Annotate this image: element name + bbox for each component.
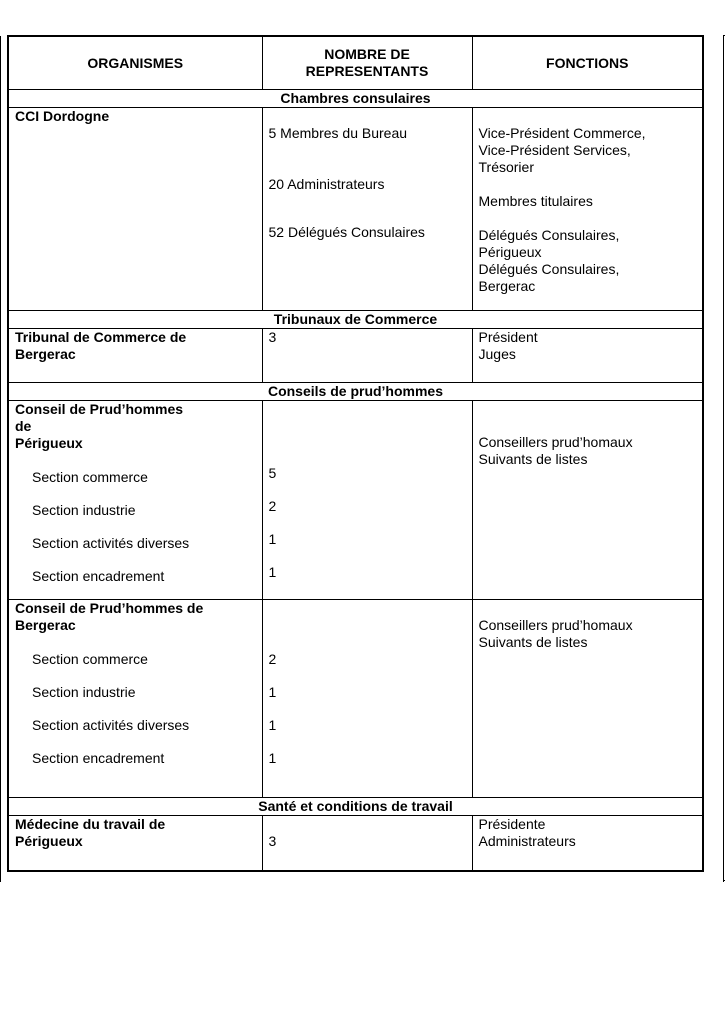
functions-cell: Président Juges [472,329,703,383]
header-fonctions: FONCTIONS [472,36,703,90]
section-row-chambres [8,90,703,108]
count-cell: 2 1 1 1 [262,600,472,798]
table-row [8,329,703,383]
organism-cell: Conseil de Prud’hommes de Bergerac Section commerce Section industrie Section activités diverses Section encadrement [8,600,262,798]
header-row [8,36,703,90]
section-title: Santé et conditions de travail [8,798,703,816]
count-cell: 5 Membres du Bureau 20 Administrateurs 52 Délégués Consulaires [262,108,472,311]
section-title: Chambres consulaires [8,90,703,108]
functions-cell: Présidente Administrateurs [472,816,703,871]
section-title: Tribunaux de Commerce [8,311,703,329]
count-cell: 5 2 1 1 [262,401,472,600]
organism-cell: CCI Dordogne [8,108,262,311]
functions-cell: Vice-Président Commerce, Vice-Président Services, Trésorier Membres titulaires Délégués Consulaires, Périgueux Délégués Consulaires, Bergerac [472,108,703,311]
functions-cell: Conseillers prud’homaux Suivants de listes [472,401,703,600]
page-edge-right [723,36,724,882]
section-row-tribunaux [8,311,703,329]
section-title: Conseils de prud’hommes [8,383,703,401]
page-edge-left [0,36,1,882]
count-cell: 3 [262,816,472,871]
organism-cell: Tribunal de Commerce de Bergerac [8,329,262,383]
table-row [8,108,703,311]
header-nombre: NOMBRE DE REPRESENTANTS [262,36,472,90]
organism-cell: Conseil de Prud’hommes de Périgueux Section commerce Section industrie Section activités diverses Section encadrement [8,401,262,600]
count-cell: 3 [262,329,472,383]
organism-cell: Médecine du travail de Périgueux [8,816,262,871]
functions-cell: Conseillers prud’homaux Suivants de listes [472,600,703,798]
table-row [8,816,703,871]
representation-table [7,35,704,872]
header-organismes: ORGANISMES [8,36,262,90]
table-row [8,401,703,600]
section-row-prudhommes [8,383,703,401]
table-row [8,600,703,798]
section-row-sante [8,798,703,816]
